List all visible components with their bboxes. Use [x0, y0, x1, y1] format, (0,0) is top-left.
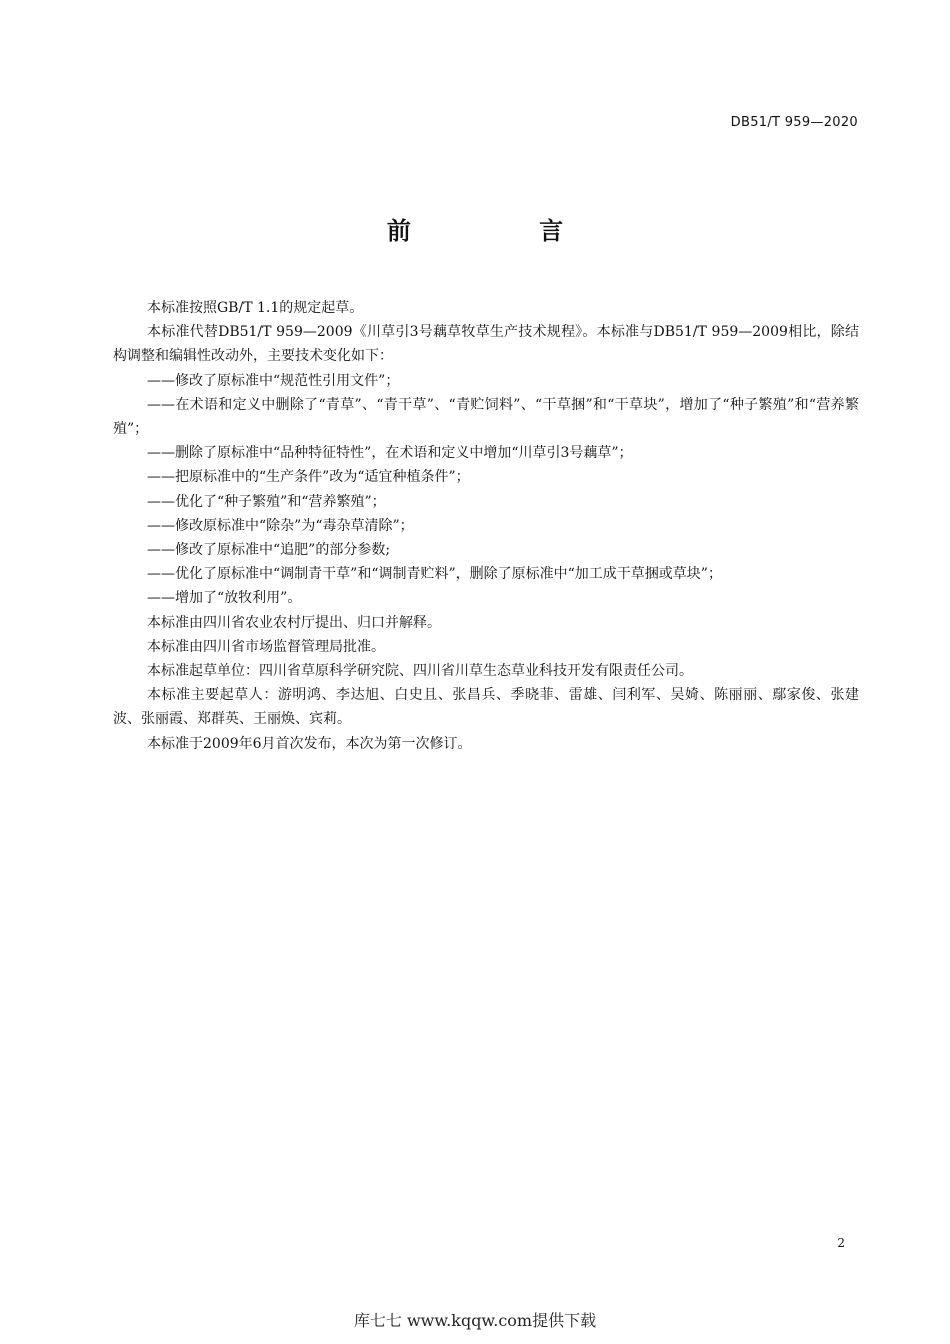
foreword-body: [113, 296, 859, 756]
change-item: ——删除了原标准中“品种特征特性”，在术语和定义中增加“川草引3号藕草”；: [147, 445, 633, 462]
paragraph: 本标准由四川省农业农村厅提出、归口并解释。: [147, 614, 441, 631]
standard-code: DB51/T 959—2020: [730, 115, 858, 130]
change-item: ——在术语和定义中删除了“青草”、“青干草”、“青贮饲料”、“干草捆”和“干草块”，增加了“种子繁殖”和“营养繁殖”；: [113, 396, 859, 438]
download-watermark[interactable]: 库七七 www.kqqw.com提供下载: [353, 1311, 597, 1330]
change-item: ——修改了原标准中“规范性引用文件”；: [147, 372, 400, 389]
paragraph: 本标准主要起草人：游明鸿、李达旭、白史且、张昌兵、季晓菲、雷雄、闫利军、吴婍、陈丽丽、鄢家俊、张建波、张丽霞、郑群英、王丽焕、宾莉。: [113, 687, 859, 728]
change-item: ——优化了原标准中“调制青干草”和“调制青贮料”，删除了原标准中“加工成干草捆或草块”；: [147, 566, 722, 583]
change-item: ——把原标准中的“生产条件”改为“适宜种植条件”；: [147, 469, 470, 486]
change-item: ——增加了“放牧利用”。: [147, 590, 302, 607]
paragraph: 本标准由四川省市场监督管理局批准。: [147, 638, 385, 655]
paragraph: 本标准起草单位：四川省草原科学研究院、四川省川草生态草业科技开发有限责任公司。: [147, 663, 693, 680]
paragraph: 本标准于2009年6月首次发布，本次为第一次修订。: [147, 735, 472, 752]
change-item: ——修改原标准中“除杂”为“毒杂草清除”；: [147, 517, 414, 534]
change-item: ——修改了原标准中“追肥”的部分参数;: [147, 542, 391, 559]
change-item: ——优化了“种子繁殖”和“营养繁殖”；: [147, 493, 386, 510]
page-title: 前 言: [386, 217, 624, 245]
paragraph: 本标准代替DB51/T 959—2009《川草引3号藕草牧草生产技术规程》。本标准与DB51/T 959—2009相比，除结构调整和编辑性改动外，主要技术变化如下：: [113, 324, 859, 365]
page-number: 2: [837, 1236, 845, 1250]
paragraph: 本标准按照GB/T 1.1的规定起草。: [147, 300, 364, 316]
